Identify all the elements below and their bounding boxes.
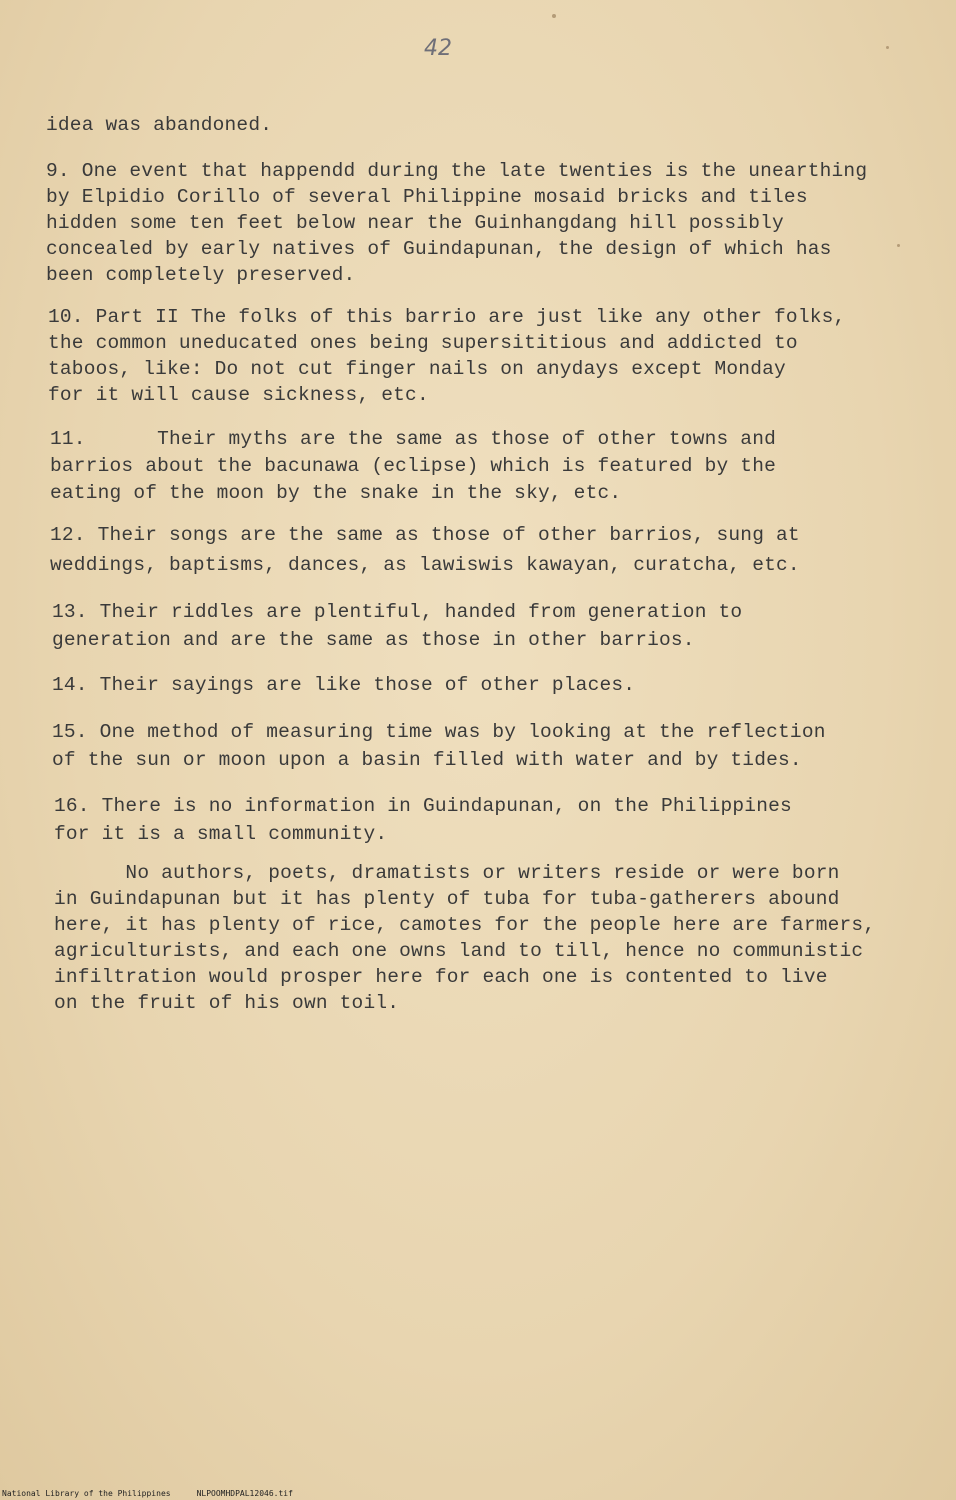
text-line: 10. Part II The folks of this barrio are just like any other folks,	[48, 306, 846, 328]
paragraph-9	[54, 792, 792, 848]
text-line: concealed by early natives of Guindapunan, the design of which has	[46, 238, 832, 260]
paper-speck	[897, 244, 900, 247]
archive-footer	[2, 1489, 319, 1498]
text-line: taboos, like: Do not cut finger nails on anydays except Monday	[48, 358, 786, 380]
text-line: eating of the moon by the snake in the sky, etc.	[50, 482, 622, 504]
paragraph-3	[48, 304, 845, 408]
page-number: 42	[424, 36, 452, 61]
text-line: for it is a small community.	[54, 823, 388, 845]
paragraph-1	[46, 112, 272, 138]
text-line: barrios about the bacunawa (eclipse) which is featured by the	[50, 455, 777, 477]
text-line: infiltration would prosper here for each one is contented to live	[54, 966, 828, 988]
text-line: idea was abandoned.	[46, 114, 273, 136]
paper-speck	[552, 14, 556, 18]
text-line: generation and are the same as those in other barrios.	[52, 629, 695, 651]
footer-filename: NLPOOMHDPAL12046.tif	[196, 1489, 293, 1498]
footer-library: National Library of the Philippines	[2, 1489, 171, 1498]
text-line: agriculturists, and each one owns land to till, hence no communistic	[54, 940, 864, 962]
paragraph-4	[50, 426, 776, 507]
text-line: by Elpidio Corillo of several Philippine mosaid bricks and tiles	[46, 186, 808, 208]
text-line: here, it has plenty of rice, camotes for the people here are farmers,	[54, 914, 876, 936]
text-line: 11. Their myths are the same as those of other towns and	[50, 428, 777, 450]
text-line: hidden some ten feet below near the Guinhangdang hill possibly	[46, 212, 784, 234]
text-line: 9. One event that happendd during the late twenties is the unearthing	[46, 160, 868, 182]
text-line: 12. Their songs are the same as those of other barrios, sung at	[50, 524, 800, 546]
paragraph-8	[52, 718, 826, 774]
paragraph-2	[46, 158, 867, 288]
text-line: weddings, baptisms, dances, as lawiswis kawayan, curatcha, etc.	[50, 554, 800, 576]
text-line: of the sun or moon upon a basin filled with water and by tides.	[52, 749, 802, 771]
text-line: on the fruit of his own toil.	[54, 992, 400, 1014]
text-line: the common uneducated ones being supersititious and addicted to	[48, 332, 798, 354]
text-line: No authors, poets, dramatists or writers reside or were born	[54, 862, 840, 884]
text-line: in Guindapunan but it has plenty of tuba for tuba-gatherers abound	[54, 888, 840, 910]
paragraph-10	[54, 860, 875, 1016]
text-line: 15. One method of measuring time was by looking at the reflection	[52, 721, 826, 743]
paper-speck	[886, 46, 889, 49]
text-line: 14. Their sayings are like those of other places.	[52, 674, 636, 696]
text-line: for it will cause sickness, etc.	[48, 384, 429, 406]
paragraph-6	[52, 598, 742, 654]
text-line: been completely preserved.	[46, 264, 356, 286]
text-line: 13. Their riddles are plentiful, handed from generation to	[52, 601, 743, 623]
paragraph-5	[50, 520, 800, 580]
text-line: 16. There is no information in Guindapunan, on the Philippines	[54, 795, 792, 817]
paragraph-7	[52, 672, 635, 698]
